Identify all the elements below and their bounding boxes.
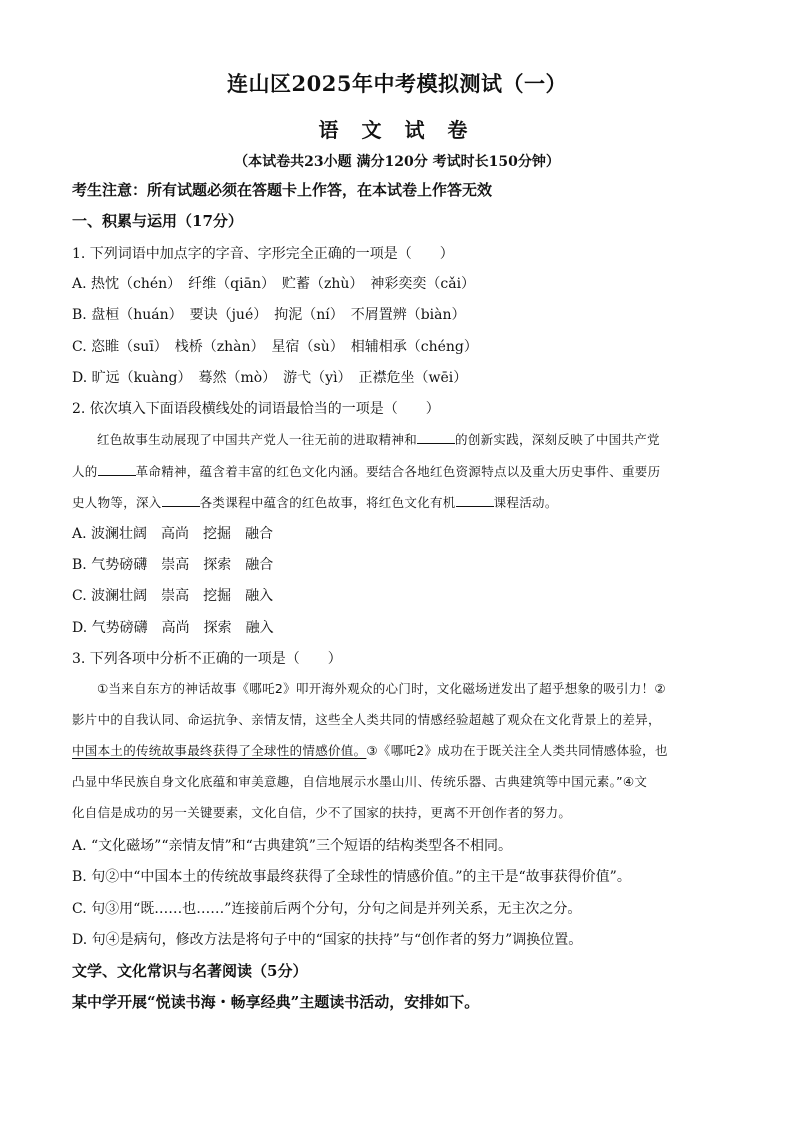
underlined-sentence: 中国本土的传统故事最终获得了全球性的情感价值。 <box>72 743 367 758</box>
question-1-stem: 1. 下列词语中加点字的字音、字形完全正确的一项是（ ） <box>72 246 454 262</box>
answer-blank <box>162 495 200 507</box>
passage-text: ③《哪吒2》成功在于既关注全人类共同情感体验，也 <box>366 743 668 758</box>
answer-blank <box>456 495 494 507</box>
question-2-passage <box>72 424 728 519</box>
passage-line: 影片中的自我认同、命运抗争、亲情友情，这些全人类共同的情感经验超越了观众在文化背景上的差异， <box>72 712 661 727</box>
q2-option-a: A. 波澜壮阔 高尚 挖掘 融合 <box>72 526 274 542</box>
section-heading-2: 文学、文化常识与名著阅读（5分） <box>72 962 308 980</box>
passage-text: 革命精神，蕴含着丰富的红色文化内涵。要结合各地红色资源特点以及重大历史事件、重要历 <box>135 463 661 479</box>
passage-text: 史人物等，深入 <box>72 495 162 510</box>
q1-option-a: A. 热忱（chén） 纤维（qiān） 贮蓄（zhù） 神彩奕奕（cǎi） <box>72 276 476 292</box>
passage-text: 的创新实践，深刻反映了中国共产党 <box>455 432 660 447</box>
exam-info: （本试卷共23小题 满分120分 考试时长150分钟） <box>234 154 560 170</box>
q1-option-c: C. 恣睢（suī） 栈桥（zhàn） 星宿（sù） 相辅相承（chéng） <box>72 339 478 355</box>
q1-option-d: D. 旷远（kuàng） 蓦然（mò） 游弋（yì） 正襟危坐（wēi） <box>72 370 468 386</box>
q3-option-b: B. 句②中“中国本土的传统故事最终获得了全球性的情感价值。”的主干是“故事获得价值”。 <box>72 869 631 885</box>
passage-line: 化自信是成功的另一关键要素，文化自信，少不了国家的扶持，更离不开创作者的努力。 <box>72 805 572 820</box>
subject-title: 语 文 试 卷 <box>318 118 476 142</box>
passage-text: 人的 <box>72 463 98 479</box>
activity-intro: 某中学开展“悦读书海・畅享经典”主题读书活动，安排如下。 <box>72 993 480 1011</box>
section-heading-1: 一、积累与运用（17分） <box>72 212 243 230</box>
q3-option-c: C. 句③用“既……也……”连接前后两个分句，分句之间是并列关系，无主次之分。 <box>72 901 582 917</box>
question-2-stem: 2. 依次填入下面语段横线处的词语最恰当的一项是（ ） <box>72 401 440 417</box>
question-3-stem: 3. 下列各项中分析不正确的一项是（ ） <box>72 651 342 667</box>
q2-option-d: D. 气势磅礴 高尚 探索 融入 <box>72 620 274 636</box>
notice: 考生注意：所有试题必须在答题卡上作答，在本试卷上作答无效 <box>72 181 493 199</box>
passage-text: 红色故事生动展现了中国共产党人一往无前的进取精神和 <box>97 432 418 447</box>
passage-line: ①当来自东方的神话故事《哪吒2》叩开海外观众的心门时，文化磁场迸发出了超乎想象的吸引力！② <box>97 681 666 696</box>
passage-text: 课程活动。 <box>493 495 558 510</box>
q1-option-b: B. 盘桓（huán） 要诀（jué） 拘泥（ní） 不屑置辨（biàn） <box>72 307 466 323</box>
question-3-passage <box>72 673 728 828</box>
q3-option-a: A. “文化磁场”“亲情友情”和“古典建筑”三个短语的结构类型各不相同。 <box>72 838 512 854</box>
answer-blank <box>98 464 136 476</box>
answer-blank <box>417 432 455 444</box>
q2-option-b: B. 气势磅礴 崇高 探索 融合 <box>72 557 274 573</box>
exam-title: 连山区2025年中考模拟测试（一） <box>227 71 567 96</box>
q3-option-d: D. 句④是病句，修改方法是将句子中的“国家的扶持”与“创作者的努力”调换位置。 <box>72 932 583 948</box>
passage-line: 凸显中华民族自身文化底蕴和审美意趣，自信地展示水墨山川、传统乐器、古典建筑等中国元素。”④文 <box>72 774 648 789</box>
passage-text: 各类课程中蕴含的红色故事，将红色文化有机 <box>199 495 456 510</box>
q2-option-c: C. 波澜壮阔 崇高 挖掘 融入 <box>72 588 274 604</box>
